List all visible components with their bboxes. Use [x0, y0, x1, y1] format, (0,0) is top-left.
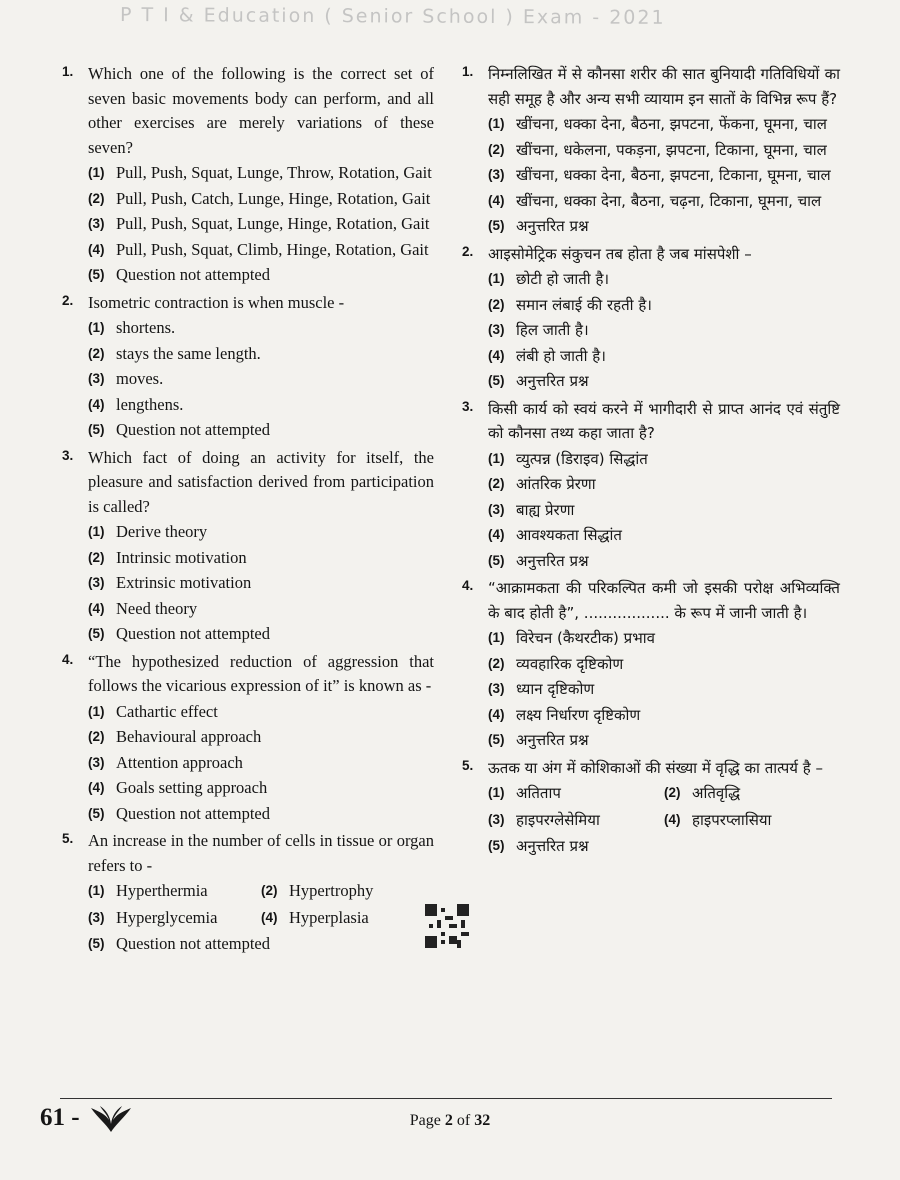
- option-text: हाइपरग्लेसेमिया: [516, 810, 600, 829]
- question-text: Isometric contraction is when muscle -: [88, 292, 345, 312]
- option-number: (2): [88, 549, 105, 565]
- option-number: (1): [488, 271, 505, 286]
- option-3: [88, 906, 261, 931]
- option-text: Hyperplasia: [289, 907, 369, 927]
- option-text: आंतरिक प्रेरणा: [516, 475, 596, 493]
- option-number: (4): [88, 396, 105, 412]
- options-grid: [88, 878, 434, 931]
- option-3: [488, 498, 840, 523]
- option-text: व्यवहारिक दृष्टिकोण: [516, 654, 624, 673]
- option-text: Cathartic effect: [116, 701, 218, 721]
- option-number: (1): [88, 883, 105, 898]
- option-number: (1): [88, 320, 105, 335]
- question-text: Which fact of doing an activity for itself, the pleasure and satisfaction derived from participation is called?: [88, 447, 434, 516]
- option-number: (2): [88, 345, 105, 361]
- options-list: [488, 626, 840, 753]
- question-4: [62, 650, 434, 827]
- header-handwriting: P T I & Education ( Senior School ) Exam - 2021: [119, 4, 666, 29]
- question-text: निम्नलिखित में से कौनसा शरीर की सात बुनियादी गतिविधियों का सही समूह है और अन्य सभी व्यायाम इन सातों के विभिन्न रूप हैं?: [488, 65, 840, 108]
- option-2: [488, 652, 840, 677]
- option-text: stays the same length.: [116, 343, 261, 363]
- question-number: 2.: [462, 243, 474, 259]
- option-number: (4): [488, 706, 505, 722]
- option-1: [488, 626, 840, 651]
- option-5: [88, 622, 434, 647]
- option-number: (2): [261, 883, 278, 898]
- option-text: व्युत्पन्न (डिराइव) सिद्धांत: [516, 449, 648, 468]
- option-number: (4): [488, 192, 505, 208]
- option-text: लंबी हो जाती है।: [516, 346, 606, 365]
- option-2: [261, 879, 434, 904]
- option-number: (2): [488, 141, 505, 157]
- option-number: (3): [88, 216, 105, 231]
- option-4: [488, 344, 840, 369]
- options-grid: [488, 780, 840, 833]
- question-3: [62, 446, 434, 647]
- option-text: अतिताप: [516, 784, 561, 802]
- option-1: [488, 112, 840, 137]
- question-number: 4.: [462, 578, 474, 593]
- page-indicator: Page 2 of 32: [409, 1112, 491, 1129]
- option-4: [664, 808, 840, 833]
- option-4: [88, 238, 434, 263]
- option-text: Hypertrophy: [289, 881, 374, 900]
- option-number: (4): [488, 527, 505, 542]
- option-number: (5): [88, 267, 105, 282]
- option-number: (4): [88, 780, 105, 795]
- option-number: (1): [88, 524, 105, 539]
- footer-page-code: 61 -: [40, 1104, 80, 1131]
- option-text: moves.: [116, 369, 164, 388]
- option-text: Question not attempted: [116, 624, 270, 643]
- options-list: [488, 447, 840, 574]
- option-5: [488, 728, 840, 753]
- option-number: (2): [488, 476, 505, 491]
- option-text: विरेचन (कैथरटीक) प्रभाव: [516, 629, 655, 647]
- option-text: अनुत्तरित प्रश्न: [516, 837, 589, 855]
- option-text: Pull, Push, Squat, Lunge, Throw, Rotation, Gait: [116, 163, 432, 182]
- question-2: [462, 242, 840, 394]
- option-2: [664, 781, 840, 806]
- option-number: (1): [88, 703, 105, 719]
- option-3: [488, 318, 840, 343]
- option-1: [88, 700, 434, 725]
- option-text: Pull, Push, Catch, Lunge, Hinge, Rotation, Gait: [116, 188, 431, 208]
- option-2: [88, 725, 434, 750]
- option-1: [488, 781, 664, 806]
- option-5: [88, 802, 434, 827]
- option-number: (5): [88, 626, 105, 641]
- options-list: [88, 316, 434, 443]
- question-text: किसी कार्य को स्वयं करने में भागीदारी से प्राप्त आनंद एवं संतुष्टि को कौनसा तथ्य कहा जाता है?: [488, 399, 840, 442]
- option-text: Attention approach: [116, 752, 243, 772]
- qr-code-icon: [425, 904, 469, 948]
- option-text: हिल जाती है।: [516, 321, 589, 339]
- footer-divider: [60, 1098, 832, 1099]
- option-text: खींचना, धकेलना, पकड़ना, झपटना, टिकाना, घूमना, चाल: [516, 140, 827, 159]
- option-text: shortens.: [116, 318, 176, 337]
- question-number: 5.: [62, 831, 74, 846]
- option-1: [88, 520, 434, 545]
- option-3: [88, 571, 434, 596]
- option-text: Question not attempted: [116, 265, 270, 284]
- options-list: [488, 112, 840, 239]
- option-number: (4): [261, 909, 278, 925]
- option-number: (3): [88, 575, 105, 590]
- option-3: [488, 163, 840, 188]
- option-number: (3): [488, 167, 505, 182]
- option-text: अनुत्तरित प्रश्न: [516, 217, 589, 235]
- option-4: [88, 776, 434, 801]
- option-4: [488, 523, 840, 548]
- option-number: (5): [488, 373, 505, 388]
- options-list: [88, 878, 434, 957]
- option-2: [488, 293, 840, 318]
- question-text: “The hypothesized reduction of aggression that follows the vicarious expression of it” is known as -: [88, 651, 434, 695]
- option-text: lengthens.: [116, 394, 184, 414]
- question-text: ऊतक या अंग में कोशिकाओं की संख्या में वृद्धि का तात्पर्य है –: [488, 758, 823, 777]
- option-text: Question not attempted: [116, 803, 270, 823]
- option-number: (5): [88, 805, 105, 821]
- option-2: [88, 342, 434, 367]
- option-text: Intrinsic motivation: [116, 547, 247, 567]
- option-number: (1): [488, 116, 505, 131]
- option-5: [488, 834, 840, 859]
- option-number: (3): [88, 754, 105, 770]
- option-text: अतिवृद्धि: [692, 784, 741, 802]
- options-list: [88, 700, 434, 827]
- question-number: 3.: [462, 398, 474, 414]
- option-number: (4): [88, 600, 105, 616]
- option-2: [88, 546, 434, 571]
- option-text: अनुत्तरित प्रश्न: [516, 731, 589, 749]
- option-1: [488, 447, 840, 472]
- question-1: [462, 62, 840, 239]
- question-number: 2.: [62, 292, 74, 308]
- option-number: (5): [488, 552, 505, 568]
- option-text: खींचना, धक्का देना, बैठना, झपटना, टिकाना, घूमना, चाल: [516, 166, 831, 184]
- option-number: (3): [488, 681, 505, 696]
- option-5: [488, 369, 840, 394]
- option-5: [88, 932, 434, 957]
- question-number: 5.: [462, 757, 474, 773]
- option-number: (2): [488, 655, 505, 671]
- option-3: [88, 367, 434, 392]
- question-number: 4.: [62, 651, 74, 667]
- option-number: (3): [88, 909, 105, 925]
- option-number: (1): [488, 450, 505, 466]
- option-number: (5): [488, 838, 505, 853]
- option-4: [488, 703, 840, 728]
- question-number: 1.: [462, 64, 474, 79]
- option-1: [488, 267, 840, 292]
- option-number: (2): [88, 729, 105, 744]
- option-number: (3): [488, 501, 505, 517]
- option-3: [88, 751, 434, 776]
- option-1: [88, 316, 434, 341]
- options-list: [488, 780, 840, 859]
- option-text: समान लंबाई की रहती है।: [516, 295, 652, 314]
- option-text: Derive theory: [116, 522, 208, 541]
- option-text: खींचना, धक्का देना, बैठना, चढ़ना, टिकाना, घूमना, चाल: [516, 191, 822, 210]
- options-list: [488, 267, 840, 394]
- option-2: [88, 187, 434, 212]
- option-text: Question not attempted: [116, 934, 270, 953]
- option-text: छोटी हो जाती है।: [516, 270, 610, 288]
- option-text: ध्यान दृष्टिकोण: [516, 680, 595, 698]
- question-3: [462, 397, 840, 574]
- option-5: [488, 214, 840, 239]
- option-text: Behavioural approach: [116, 727, 262, 746]
- option-2: [488, 472, 840, 497]
- option-text: आवश्यकता सिद्धांत: [516, 526, 622, 544]
- option-number: (5): [488, 732, 505, 747]
- option-number: (2): [88, 190, 105, 206]
- option-number: (2): [664, 785, 681, 800]
- question-1: [62, 62, 434, 288]
- option-text: Pull, Push, Squat, Lunge, Hinge, Rotation, Gait: [116, 214, 430, 233]
- option-text: अनुत्तरित प्रश्न: [516, 372, 589, 390]
- english-column: [62, 62, 434, 960]
- option-text: Goals setting approach: [116, 778, 268, 797]
- question-text: आइसोमेट्रिक संकुचन तब होता है जब मांसपेशी –: [488, 244, 752, 263]
- option-text: Hyperthermia: [116, 881, 208, 900]
- option-text: Question not attempted: [116, 420, 270, 439]
- option-3: [488, 808, 664, 833]
- option-1: [88, 161, 434, 186]
- question-text: “आक्रामकता की परिकल्पित कमी जो इसकी परोक्ष अभिव्यक्ति के बाद होती है”, .................. के रूप में जानी जाती है।: [488, 579, 840, 622]
- option-text: Extrinsic motivation: [116, 573, 252, 592]
- option-number: (5): [88, 422, 105, 437]
- question-5: [62, 829, 434, 957]
- option-3: [88, 212, 434, 237]
- option-number: (2): [488, 296, 505, 312]
- option-4: [88, 597, 434, 622]
- option-text: Pull, Push, Squat, Climb, Hinge, Rotation, Gait: [116, 239, 429, 259]
- option-number: (1): [488, 785, 505, 800]
- option-number: (1): [88, 165, 105, 180]
- option-text: Hyperglycemia: [116, 907, 218, 927]
- options-list: [88, 520, 434, 647]
- question-text: An increase in the number of cells in tissue or organ refers to -: [88, 831, 434, 875]
- option-4: [261, 906, 434, 931]
- question-2: [62, 291, 434, 443]
- option-number: (5): [488, 218, 505, 233]
- question-4: [462, 576, 840, 753]
- question-number: 1.: [62, 64, 74, 79]
- option-3: [488, 677, 840, 702]
- option-text: Need theory: [116, 598, 198, 618]
- option-text: अनुत्तरित प्रश्न: [516, 551, 589, 570]
- option-number: (4): [664, 811, 681, 827]
- option-number: (3): [488, 811, 505, 827]
- options-list: [88, 161, 434, 288]
- hindi-column: [462, 62, 840, 862]
- option-number: (3): [488, 322, 505, 337]
- option-5: [88, 418, 434, 443]
- option-number: (4): [88, 241, 105, 257]
- option-text: बाह्य प्रेरणा: [516, 500, 575, 519]
- option-2: [488, 138, 840, 163]
- question-text: Which one of the following is the correct set of seven basic movements body can perform, and all other exercises are merely variations of these seven?: [88, 64, 434, 157]
- option-text: खींचना, धक्का देना, बैठना, झपटना, फेंकना, घूमना, चाल: [516, 115, 827, 133]
- question-number: 3.: [62, 447, 74, 463]
- option-5: [88, 263, 434, 288]
- question-5: [462, 756, 840, 859]
- option-4: [88, 393, 434, 418]
- option-text: हाइपरप्लासिया: [692, 810, 772, 829]
- option-text: लक्ष्य निर्धारण दृष्टिकोण: [516, 705, 641, 724]
- option-number: (1): [488, 630, 505, 645]
- option-number: (3): [88, 371, 105, 386]
- option-4: [488, 189, 840, 214]
- option-number: (4): [488, 347, 505, 363]
- option-number: (5): [88, 936, 105, 951]
- option-5: [488, 549, 840, 574]
- option-1: [88, 879, 261, 904]
